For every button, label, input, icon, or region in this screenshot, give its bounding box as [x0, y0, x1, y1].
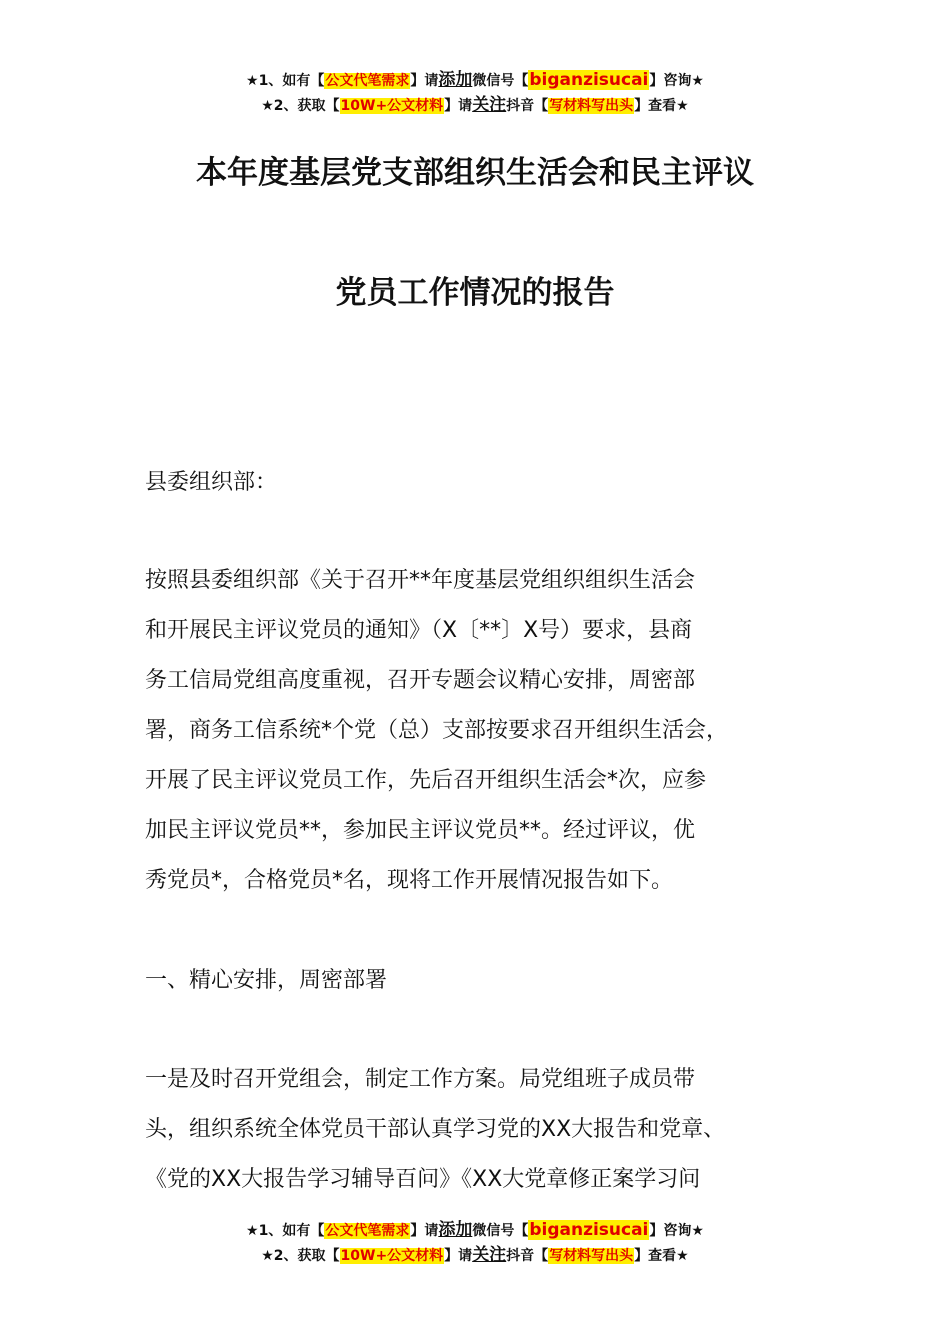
- banner-text: ★2、获取【: [261, 98, 340, 114]
- banner-emphasis: 关注: [472, 95, 507, 115]
- banner-text: 】请: [444, 98, 473, 114]
- banner-text: 抖音【: [506, 1248, 549, 1264]
- banner-text: 】查看★: [634, 98, 689, 114]
- banner-text: 微信号【: [472, 1223, 529, 1239]
- paragraph-line: 秀党员*，合格党员*名，现将工作开展情况报告如下。: [145, 868, 674, 893]
- paragraph-line: 加民主评议党员**，参加民主评议党员**。经过评议，优: [145, 818, 696, 843]
- banner-highlight: 写材料写出头: [549, 1248, 634, 1264]
- banner-text: 】查看★: [634, 1248, 689, 1264]
- banner-highlight: biganzisucai: [529, 1220, 649, 1240]
- bottom-banner: [0, 1218, 950, 1268]
- section-heading: 一、精心安排，周密部署: [145, 968, 388, 993]
- paragraph-line: 署，商务工信系统*个党（总）支部按要求召开组织生活会，: [145, 718, 729, 743]
- paragraph-line: 和开展民主评议党员的通知》（X〔**〕X号）要求，县商: [145, 618, 693, 643]
- paragraph-line: 头，组织系统全体党员干部认真学习党的XX大报告和党章、: [145, 1117, 726, 1142]
- banner-text: 微信号【: [472, 73, 529, 89]
- banner-line-1: [0, 1218, 950, 1243]
- banner-highlight: 公文代笔需求: [325, 73, 410, 89]
- paragraph-line: 开展了民主评议党员工作，先后召开组织生活会*次，应参: [145, 768, 707, 793]
- banner-highlight: biganzisucai: [529, 70, 649, 90]
- section-1-block: [145, 956, 825, 1006]
- banner-text: 】请: [444, 1248, 473, 1264]
- banner-text: ★2、获取【: [261, 1248, 340, 1264]
- banner-text: 】请: [410, 1223, 439, 1239]
- banner-line-1: [0, 68, 950, 93]
- paragraph-1: [145, 556, 825, 906]
- banner-line-2: [0, 1243, 950, 1268]
- salutation: 县委组织部：: [145, 470, 278, 495]
- banner-text: ★1、如有【: [246, 1223, 325, 1239]
- banner-text: 】咨询★: [649, 73, 704, 89]
- paragraph-line: 《党的XX大报告学习辅导百问》《XX大党章修正案学习问: [145, 1167, 701, 1192]
- banner-emphasis: 添加: [438, 70, 473, 90]
- banner-highlight: 公文代笔需求: [325, 1223, 410, 1239]
- banner-highlight: 10W+公文材料: [340, 1248, 444, 1264]
- banner-emphasis: 添加: [438, 1220, 473, 1240]
- paragraph-2: [145, 1055, 825, 1205]
- banner-text: 抖音【: [506, 98, 549, 114]
- banner-text: ★1、如有【: [246, 73, 325, 89]
- document-title-line-1: 本年度基层党支部组织生活会和民主评议: [196, 155, 754, 191]
- banner-line-2: [0, 93, 950, 118]
- banner-highlight: 10W+公文材料: [340, 98, 444, 114]
- document-title-line-2: 党员工作情况的报告: [335, 275, 615, 311]
- banner-text: 】咨询★: [649, 1223, 704, 1239]
- banner-text: 】请: [410, 73, 439, 89]
- paragraph-line: 一是及时召开党组会，制定工作方案。局党组班子成员带: [145, 1067, 696, 1092]
- banner-highlight: 写材料写出头: [549, 98, 634, 114]
- salutation-block: [145, 458, 825, 508]
- top-banner: [0, 68, 950, 118]
- banner-emphasis: 关注: [472, 1245, 507, 1265]
- paragraph-line: 务工信局党组高度重视，召开专题会议精心安排，周密部: [145, 668, 696, 693]
- paragraph-line: 按照县委组织部《关于召开**年度基层党组织组织生活会: [145, 568, 696, 593]
